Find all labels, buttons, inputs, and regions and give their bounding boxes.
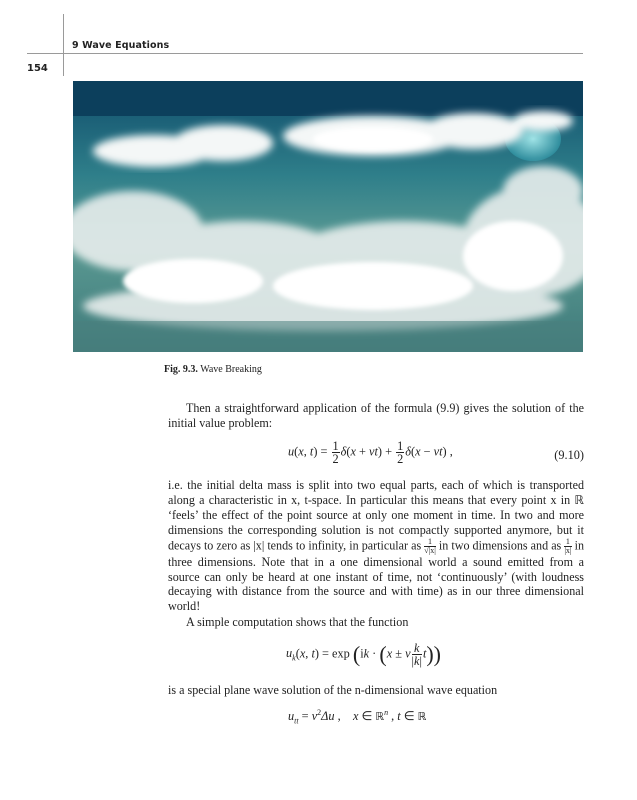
figure-caption-label: Fig. 9.3. [164,364,198,375]
equation-number: (9.10) [554,448,584,462]
equation-9-10: u(x, t) = $\frac{1}{2}$ δ(x + vt) + $\frac{1}{2}$ δ(x − vt) , (9.10) [288,439,584,466]
paragraph-explanation-part2: in two dimensions and as [438,537,562,552]
paragraph-intro: Then a straightforward application of the formula (9.9) gives the solution of the initial value problem: [168,401,584,430]
paragraph-explanation-part1: i.e. the initial delta mass is split into two equal parts, each of which is transported along a characteristic in x, t-space. In particular this means that every point x in ℝ ‘feels’ the effect of the point source at only one moment in time. In two and more dimensions the corresponding solution is not compactly supported anymore, but it decays to zero as |x| tends to infinity, in particular as [168,478,584,552]
paragraph-explanation [168,478,584,614]
inline-fraction-sqrt: $\frac{1}{√|x|}$ [424,536,436,555]
page-number: 154 [27,63,48,74]
equation-wave-equation: $u_{tt} = v^2\Delta u$ , x ∈ ℝ$^n$ , t ∈ ℝ [288,708,427,726]
inline-fraction-abs: $\frac{1}{|x|}$ [564,536,572,555]
figure-caption-text: Wave Breaking [200,364,262,375]
header-vertical-rule [63,14,64,76]
equation-plane-wave: $u_k(x$, t) = exp (ik · (x ± v $\frac{k}{|k|}$ t)) [286,641,442,668]
wave-breaking-photo [73,81,583,352]
paragraph-special-solution: is a special plane wave solution of the n-dimensional wave equation [168,683,498,697]
paragraph-computation: A simple computation shows that the function [186,615,409,629]
running-header: 9 Wave Equations [72,40,170,51]
paragraph-explanation-part3: in three dimensions. Note that in a one dimensional world a sound emitted from a source can only be heard at one instant of time, not ‘continuously’ (with loudness decaying with distance from the source and with time) as in our three dimensional world! [168,537,585,614]
figure-caption [164,364,262,375]
header-horizontal-rule [27,53,583,54]
